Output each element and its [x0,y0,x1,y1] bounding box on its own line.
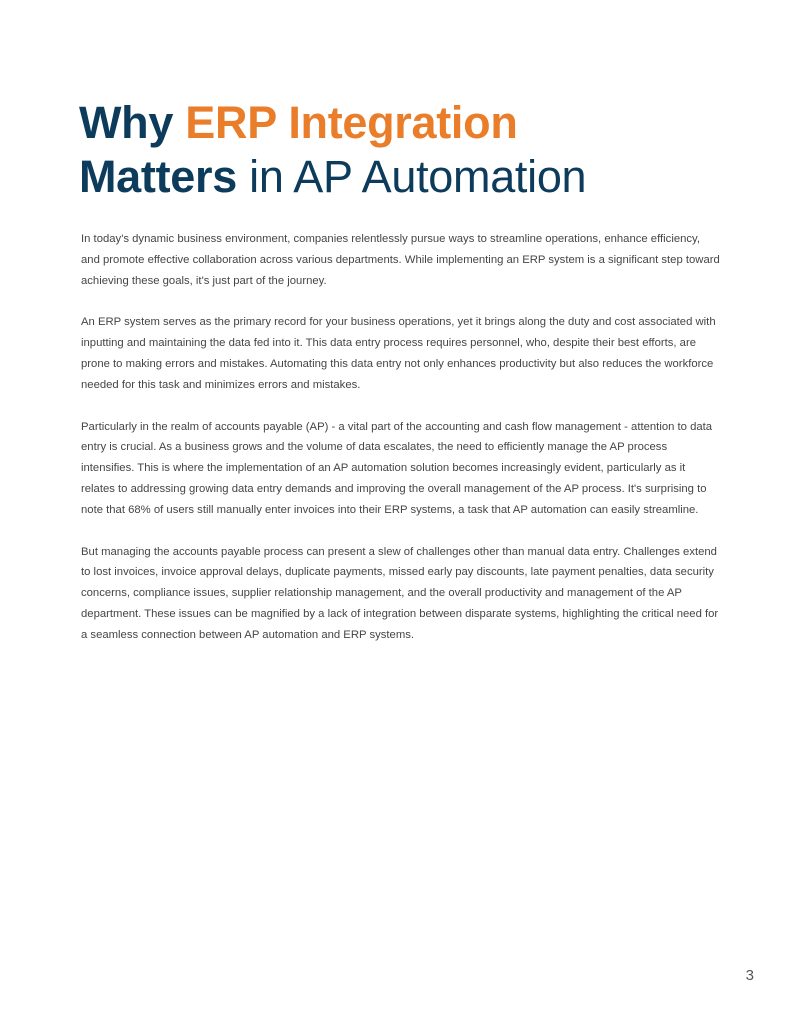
paragraph-erp-system: An ERP system serves as the primary record for your business operations, yet it brings along the duty and cost associated with inputting and maintaining the data fed into it. This data entry process requires personnel, who, despite their best efforts, are prone to making errors and mistakes. Automating this data entry not only enhances productivity but also reduces the workforce needed for this task and minimizes errors and mistakes. [81,316,716,391]
title-why: Why [79,97,186,148]
paragraph-intro: In today's dynamic business environment, companies relentlessly pursue ways to streamline operations, enhance efficiency, and promote effective collaboration across various departments. While implementing an ERP system is a significant step toward achieving these goals, it's just part of the journey. [81,233,720,287]
paragraph-accounts-payable: Particularly in the realm of accounts payable (AP) - a vital part of the accounting and cash flow management - attention to data entry is crucial. As a business grows and the volume of data escalates, the need to efficiently manage the AP process intensifies. This is where the implementation of an AP automation solution becomes increasingly evident, particularly as it relates to addressing growing data entry demands and improving the overall management of the AP process. It's surprising to note that 68% of users still manually enter invoices into their ERP systems, a task that AP automation can easily streamline. [81,420,713,516]
paragraph-challenges: But managing the accounts payable process can present a slew of challenges other than manual data entry. Challenges extend to lost invoices, invoice approval delays, duplicate payments, missed early pay discounts, late payment penalties, data security concerns, compliance issues, supplier relationship management, and the overall productivity and management of the AP department. These issues can be magnified by a lack of integration between disparate systems, highlighting the critical need for a seamless connection between AP automation and ERP systems. [81,545,719,641]
page-number: 3 [745,967,754,984]
title-erp-integration: ERP Integration [185,97,518,148]
title-matters: Matters [79,151,237,202]
body-text [81,229,721,667]
title-in-ap-automation: in AP Automation [236,151,587,202]
page-title [79,96,739,204]
